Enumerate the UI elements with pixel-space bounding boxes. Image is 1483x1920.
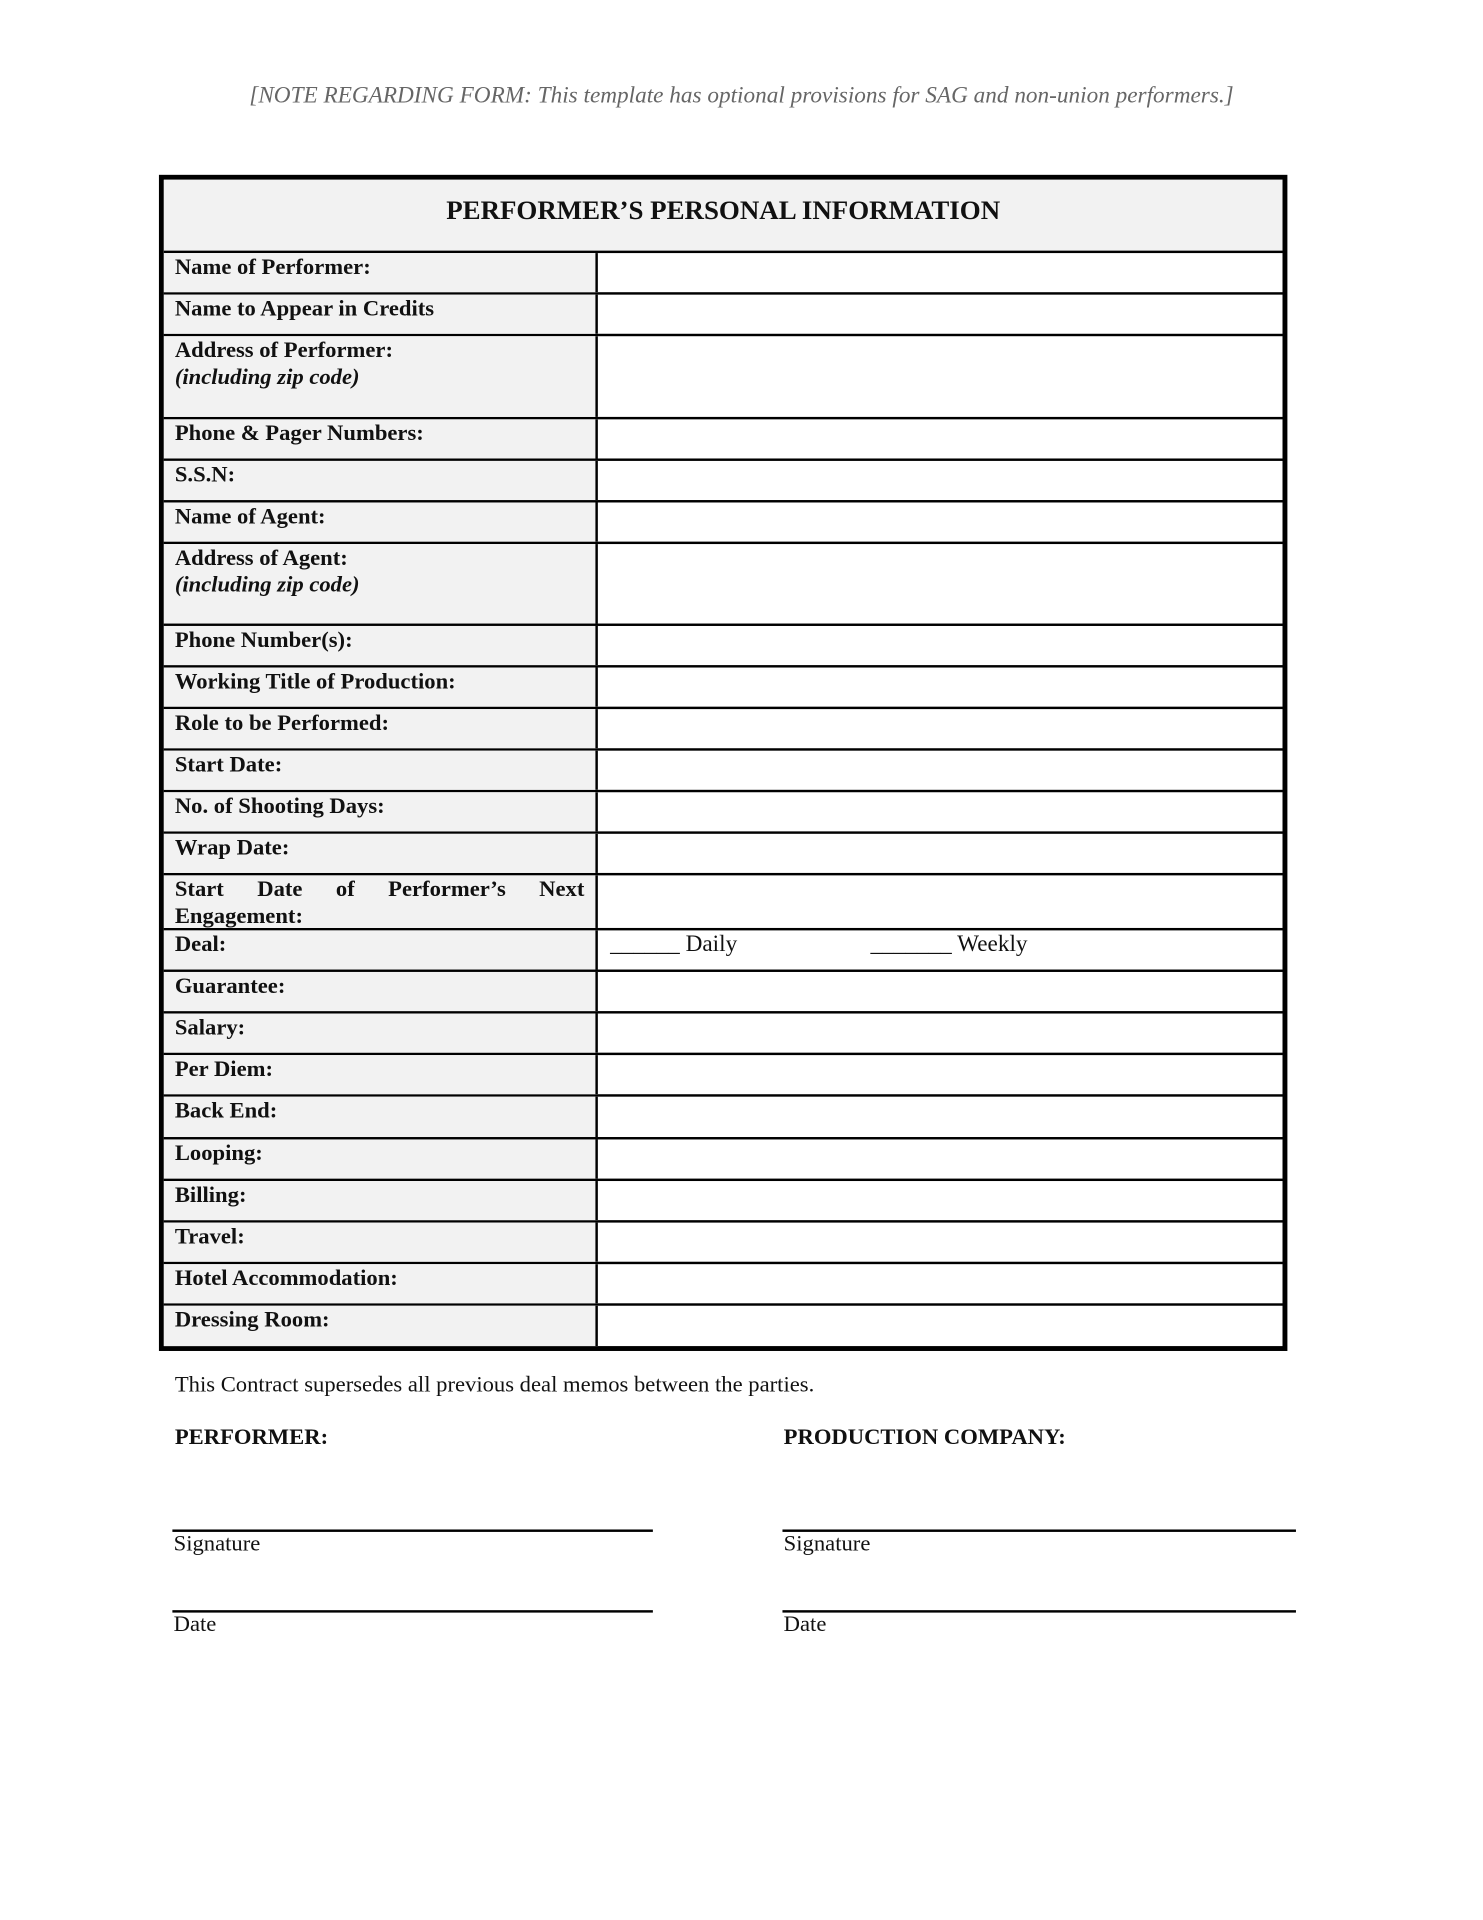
field-label (164, 751, 598, 790)
field-value-input[interactable] (598, 875, 1283, 928)
table-row (164, 253, 1283, 295)
table-row (164, 1055, 1283, 1097)
field-label-text: Guarantee: (174, 974, 286, 999)
field-value-input[interactable] (598, 792, 1283, 831)
field-value-input[interactable] (598, 1014, 1283, 1053)
field-label-text: Salary: (174, 1015, 246, 1041)
field-label (164, 1306, 598, 1346)
field-label (164, 502, 598, 541)
field-value-input[interactable] (598, 930, 1283, 969)
supersedes-text: This Contract supersedes all previous deal memos between the parties. (174, 1372, 815, 1398)
field-value-input[interactable] (598, 751, 1283, 790)
table-row (164, 461, 1283, 503)
field-label (164, 1139, 598, 1178)
field-label-hint: (including zip code) (174, 573, 360, 598)
table-row (164, 419, 1283, 461)
field-label (164, 972, 598, 1011)
field-label (164, 295, 598, 334)
field-value-input[interactable] (598, 502, 1283, 541)
table-row (164, 1097, 1283, 1140)
field-value-input[interactable] (598, 972, 1283, 1011)
field-label-text: Address of Agent: (174, 546, 348, 571)
table-row (164, 751, 1283, 793)
field-label (164, 544, 598, 623)
company-date-label: Date (783, 1612, 827, 1638)
performer-heading: PERFORMER: (174, 1425, 329, 1451)
deal-weekly-option[interactable]: _______ Weekly (870, 931, 1028, 958)
field-label-text: Name of Agent: (174, 504, 326, 530)
field-label (164, 461, 598, 500)
field-label-text: Phone & Pager Numbers: (174, 421, 424, 447)
company-date-line[interactable] (782, 1610, 1295, 1612)
field-label-hint: (including zip code) (174, 365, 360, 391)
field-label-text: Name to Appear in Credits (174, 297, 435, 322)
field-label (164, 1097, 598, 1137)
field-label-text: No. of Shooting Days: (174, 794, 385, 820)
field-label (164, 709, 598, 748)
table-row (164, 1264, 1283, 1306)
performer-info-table (159, 175, 1287, 1351)
table-row (164, 972, 1283, 1014)
table-row (164, 930, 1283, 972)
table-title: PERFORMER’S PERSONAL INFORMATION (164, 180, 1283, 253)
field-label-text: Dressing Room: (174, 1308, 330, 1333)
deal-daily-option[interactable]: ______ Daily (610, 931, 738, 958)
table-row (164, 1306, 1283, 1346)
table-row (164, 668, 1283, 710)
field-label-text: Phone Number(s): (174, 628, 353, 653)
table-row (164, 875, 1283, 930)
field-label (164, 930, 598, 969)
field-value-input[interactable] (598, 1139, 1283, 1178)
field-value-input[interactable] (598, 1055, 1283, 1094)
table-row (164, 1139, 1283, 1181)
table-row (164, 502, 1283, 544)
field-value-input[interactable] (598, 544, 1283, 623)
field-label (164, 253, 598, 292)
table-row (164, 1014, 1283, 1056)
field-label (164, 792, 598, 831)
field-label (164, 834, 598, 873)
field-value-input[interactable] (598, 1097, 1283, 1137)
field-label-text: S.S.N: (174, 463, 236, 488)
field-label-text: Hotel Accommodation: (174, 1266, 398, 1292)
table-row (164, 1223, 1283, 1265)
field-value-input[interactable] (598, 336, 1283, 417)
field-value-input[interactable] (598, 709, 1283, 748)
field-label-text: Name of Performer: (174, 255, 371, 280)
field-value-input[interactable] (598, 834, 1283, 873)
field-label-text: Looping: (174, 1141, 263, 1167)
field-label-text: Per Diem: (174, 1057, 274, 1083)
table-row (164, 1181, 1283, 1223)
performer-date-line[interactable] (172, 1610, 652, 1612)
table-row (164, 792, 1283, 834)
field-label-text: Role to be Performed: (174, 711, 389, 737)
field-label-text: Deal: (174, 932, 227, 958)
table-row (164, 834, 1283, 876)
field-value-input[interactable] (598, 1264, 1283, 1303)
field-label-text: Wrap Date: (174, 836, 290, 861)
field-label-text: Working Title of Production: (174, 669, 456, 695)
field-label-text: Address of Performer: (174, 338, 393, 364)
field-label-text: Billing: (174, 1183, 247, 1208)
performer-date-label: Date (173, 1612, 217, 1638)
field-label (164, 626, 598, 665)
table-row (164, 336, 1283, 419)
field-value-input[interactable] (598, 295, 1283, 334)
field-label (164, 1264, 598, 1303)
performer-signature-label: Signature (173, 1531, 261, 1557)
company-signature-label: Signature (783, 1531, 871, 1557)
table-row (164, 626, 1283, 668)
form-note: [NOTE REGARDING FORM: This template has optional provisions for SAG and non-union performers.] (249, 83, 1234, 109)
field-label (164, 1181, 598, 1220)
field-value-input[interactable] (598, 253, 1283, 292)
table-row (164, 709, 1283, 751)
field-value-input[interactable] (598, 1223, 1283, 1262)
field-label (164, 1223, 598, 1262)
field-value-input[interactable] (598, 419, 1283, 458)
field-label (164, 875, 598, 928)
field-value-input[interactable] (598, 668, 1283, 707)
table-row (164, 295, 1283, 337)
field-label-text: Back End: (174, 1099, 278, 1124)
field-label (164, 1014, 598, 1053)
field-value-input[interactable] (598, 1306, 1283, 1346)
field-label (164, 668, 598, 707)
field-value-input[interactable] (598, 1181, 1283, 1220)
company-heading: PRODUCTION COMPANY: (783, 1425, 1066, 1451)
field-label (164, 419, 598, 458)
field-label (164, 336, 598, 417)
field-value-input[interactable] (598, 626, 1283, 665)
field-label-text: Travel: (174, 1225, 245, 1250)
field-value-input[interactable] (598, 461, 1283, 500)
table-row (164, 544, 1283, 626)
field-label (164, 1055, 598, 1094)
field-label-text: Start Date of Performer’s Next Engagement: (174, 877, 585, 930)
field-label-text: Start Date: (174, 753, 283, 778)
